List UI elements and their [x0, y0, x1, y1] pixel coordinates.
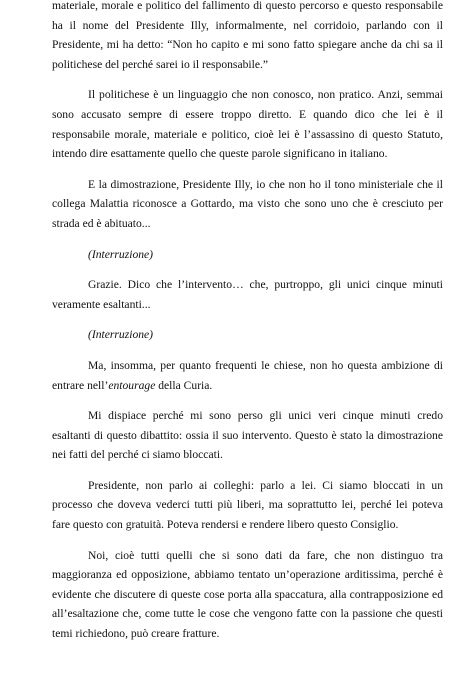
paragraph-continuation: materiale, morale e politico del fallimento di questo percorso e questo responsabile ha il nome del Presidente Illy, informalmente, nel corridoio, parlando con il Presidente, mi ha detto: “Non ho capito e mi sono fatto spiegare anche da chi sa il politichese del perché sarei io il responsabile.” — [52, 0, 443, 71]
interruption-note: (Interruzione) — [88, 328, 154, 342]
paragraph-colleghi: Presidente, non parlo ai colleghi: parlo a lei. Ci siamo bloccati in un processo che doveva vederci tutti più liberi, ma soprattutto lei, perché lei poteva fare questo con gratuità. Poteva rendersi e rendere libero questo Consiglio. — [52, 478, 443, 532]
italic-word: entourage — [108, 378, 156, 392]
paragraph-noi: Noi, cioè tutti quelli che si sono dati da fare, che non distinguo tra maggioranza ed opposizione, abbiamo tentato un’operazione arditissima, perché è evidente che discutere di queste cose porta alla spaccatura, alla contrapposizione ed all’esaltazione che, come tutte le cose che vengono fatte con la passione che questi temi richiedono, può creare fratture. — [52, 548, 443, 641]
paragraph-text: Ma, insomma, per quanto frequenti le chiese, non ho questa ambizione di entrare nell’ — [52, 358, 443, 392]
paragraph-grazie: Grazie. Dico che l’intervento… che, purtroppo, gli unici cinque minuti veramente esaltanti... — [52, 278, 443, 311]
paragraph-text: della Curia. — [155, 378, 213, 392]
paragraph-dimostrazione: E la dimostrazione, Presidente Illy, io che non ho il tono ministeriale che il collega Malattia riconosce a Gottardo, ma visto che sono uno che è cresciuto per strada ed è abituato... — [52, 177, 443, 230]
interruption-note: (Interruzione) — [88, 247, 154, 261]
paragraph-dispiace: Mi dispiace perché mi sono perso gli unici veri cinque minuti credo esaltanti di questo dibattito: ossia il suo intervento. Questo è stato la dimostrazione nei fatti del perché ci siamo bloccati. — [52, 409, 443, 462]
paragraph-entourage — [52, 356, 443, 395]
paragraph-politichese: Il politichese è un linguaggio che non conosco, non pratico. Anzi, semmai sono accusato sempre di essere troppo diretto. E quando dico che lei è il responsabile morale, materiale e politico, cioè lei è l’assassino di questo Statuto, intendo dire esattamente quello che queste parole significano in italiano. — [52, 88, 443, 161]
